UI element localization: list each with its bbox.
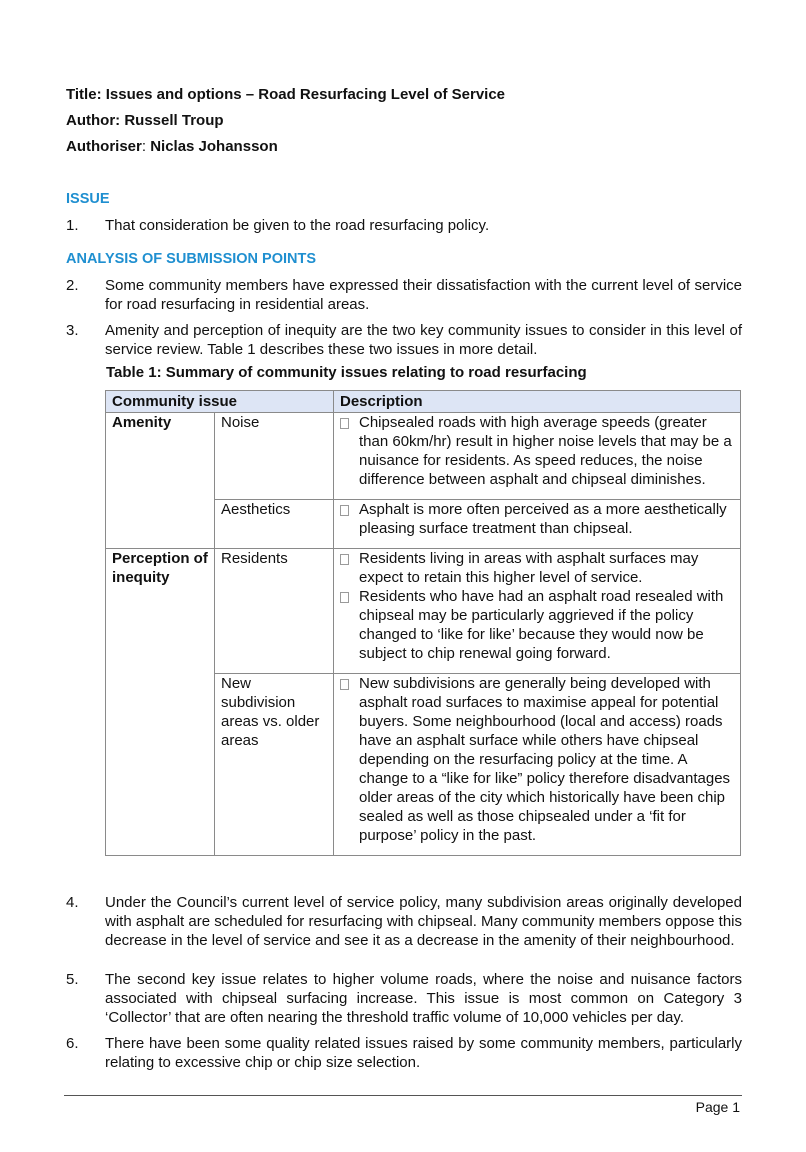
paragraph-number: 1. — [66, 217, 79, 234]
paragraph-3 — [66, 321, 742, 359]
table-row — [106, 413, 741, 500]
page-number: Page 1 — [695, 1099, 740, 1115]
paragraph-4 — [66, 893, 742, 950]
authoriser-label: Authoriser — [66, 138, 142, 155]
paragraph-number: 4. — [66, 894, 79, 911]
paragraph-text: Some community members have expressed their dissatisfaction with the current level of service for road resurfacing in residential areas. — [105, 277, 742, 313]
author-value: Russell Troup — [124, 112, 224, 129]
title-value: Issues and options – Road Resurfacing Level of Service — [105, 86, 506, 103]
bullet-item: Chipsealed roads with high average speeds (greater than 60km/hr) result in higher noise levels that may be a nuisance for residents. As speed reduces, the noise difference between asphalt and chipseal diminishes. — [340, 413, 734, 489]
category-amenity: Amenity — [106, 413, 215, 549]
bullet-icon — [340, 679, 349, 690]
category-perception: Perception of inequity — [106, 549, 215, 856]
header-community-issue: Community issue — [106, 391, 334, 413]
subissue-new-subdivision: New subdivision areas vs. older areas — [215, 674, 334, 856]
analysis-heading: ANALYSIS OF SUBMISSION POINTS — [66, 251, 317, 267]
paragraph-6 — [66, 1034, 742, 1072]
paragraph-text: The second key issue relates to higher volume roads, where the noise and nuisance factors associated with chipseal surfacing increase. This issue is most common on Category 3 ‘Collector’ that are often nearing the threshold traffic volume of 10,000 vehicles per day. — [105, 971, 742, 1026]
paragraph-text: That consideration be given to the road resurfacing policy. — [105, 217, 490, 234]
bullet-item: Asphalt is more often perceived as a more aesthetically pleasing surface treatment than chipseal. — [340, 500, 734, 538]
author-label: Author: — [66, 112, 121, 129]
issues-table — [105, 390, 741, 856]
issue-heading: ISSUE — [66, 191, 110, 207]
bullet-icon — [340, 505, 349, 516]
subissue-aesthetics: Aesthetics — [215, 500, 334, 549]
table-header-row — [106, 391, 741, 413]
doc-title — [66, 86, 505, 103]
table-caption: Table 1: Summary of community issues relating to road resurfacing — [106, 364, 587, 381]
bullet-icon — [340, 592, 349, 603]
description-cell — [334, 549, 741, 674]
paragraph-text: Amenity and perception of inequity are the two key community issues to consider in this level of service review. Table 1 describes these two issues in more detail. — [105, 322, 742, 358]
bullet-item: Residents living in areas with asphalt surfaces may expect to retain this higher level of service. — [340, 549, 734, 587]
footer-divider — [64, 1095, 742, 1096]
paragraph-5 — [66, 970, 742, 1027]
subissue-noise: Noise — [215, 413, 334, 500]
paragraph-number: 5. — [66, 971, 79, 988]
paragraph-text: Under the Council’s current level of service policy, many subdivision areas originally developed with asphalt are scheduled for resurfacing with chipseal. Many community members oppose this decrease in the level of service and see it as a decrease in the amenity of their neighbourhood. — [105, 894, 742, 949]
authoriser-value: Niclas Johansson — [150, 138, 278, 155]
bullet-item: Residents who have had an asphalt road resealed with chipseal may be particularly aggrieved if the policy changed to ‘like for like’ because they would now be subject to chip renewal going forward. — [340, 587, 734, 663]
doc-authoriser: Authoriser: Niclas Johansson — [66, 138, 278, 155]
bullet-icon — [340, 418, 349, 429]
paragraph-number: 6. — [66, 1035, 79, 1052]
bullet-icon — [340, 554, 349, 565]
description-cell — [334, 413, 741, 500]
subissue-residents: Residents — [215, 549, 334, 674]
table-row — [106, 549, 741, 674]
doc-author — [66, 112, 224, 129]
bullet-item: New subdivisions are generally being developed with asphalt road surfaces to maximise appeal for potential buyers. Some neighbourhood (local and access) roads have an asphalt surface while others have chipseal depending on the resurfacing policy at the time. A change to a “like for like” policy therefore disadvantages older areas of the city which historically have been chip sealed as well as those chipsealed under a ‘fit for purpose’ policy in the past. — [340, 674, 734, 845]
paragraph-2 — [66, 276, 742, 314]
header-description: Description — [334, 391, 741, 413]
paragraph-text: There have been some quality related issues raised by some community members, particularly relating to excessive chip or chip size selection. — [105, 1035, 742, 1071]
paragraph-number: 2. — [66, 277, 79, 294]
title-label: Title: — [66, 86, 102, 103]
paragraph-number: 3. — [66, 322, 79, 339]
paragraph-1 — [66, 216, 742, 235]
description-cell — [334, 674, 741, 856]
description-cell — [334, 500, 741, 549]
